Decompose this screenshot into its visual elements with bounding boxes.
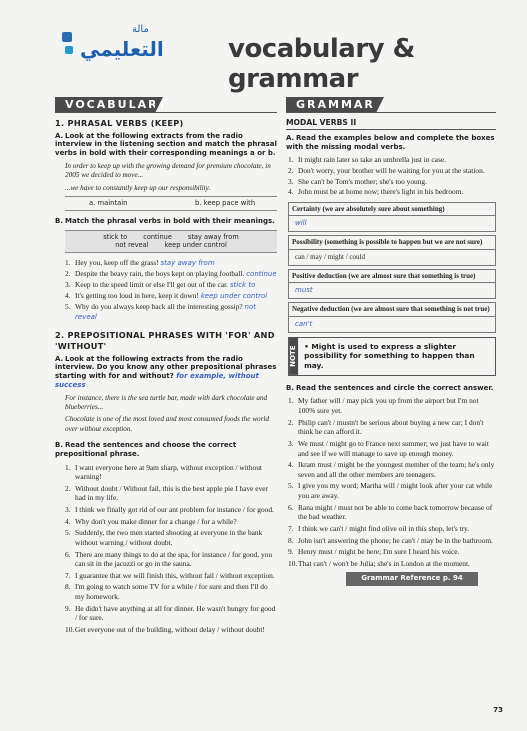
list-item: 5. Suddenly, the two men started shooting at everyone in the bank without warning / without doubt.	[65, 528, 263, 547]
list-item: 3. I think we finally got rid of our ant problem for instance / for good.	[65, 505, 274, 514]
instruction-b: B. Match the phrasal verbs in bold with their meanings.	[55, 216, 275, 225]
list-item: 4. It's getting too loud in here, keep it down! keep under control	[65, 290, 268, 300]
list-item: 10. Get everyone out of the building, without delay / without doubt!	[65, 624, 265, 634]
vocabulary-header: VOCABULARY	[55, 97, 155, 113]
answer-field[interactable]: will	[295, 219, 307, 228]
note-text: • Might is used to express a slighter possibility for something to happen than may.	[304, 341, 475, 371]
list-item: 9. He didn't have anything at all for dinner. He wasn't hungry for good / for sure.	[65, 603, 276, 623]
certainty-box: Certainty (we are absolutely sure about something) will	[288, 202, 496, 232]
options-box	[65, 196, 277, 211]
page-title: vocabulary & grammar	[228, 34, 415, 94]
list-item: 5. Why do you always keep back all the interesting gossip? not reveal	[65, 302, 257, 322]
list-item: 6. There are many things to do at the spa, for instance / for good, you can sit in the jacuzzi or go in the sauna.	[65, 549, 273, 569]
exercise-list	[65, 463, 277, 635]
example-1: For instance, there is the sea turtle bar, made with dark chocolate and blueberries...	[65, 393, 268, 411]
vocabulary-column	[55, 118, 277, 637]
logo-text: التعليمي	[80, 37, 164, 61]
list-item: 3. She can't be Tom's mother; she's too young.	[288, 176, 427, 186]
list-item: 3. We must / might go to France next summer; we just have to wait and see if we will manage to save up enough money.	[288, 438, 489, 458]
list-item: 10. That can't / won't be Julia; she's in London at the moment.	[288, 558, 470, 568]
list-item: 5. I give you my word; Martha will / might look after your cat while you are away.	[288, 481, 493, 501]
instruction-b: B. Read the sentences and circle the correct answer.	[286, 383, 494, 392]
logo-sub: مالة	[132, 24, 149, 35]
possibility-box: Possibility (something is possible to happen but we are not sure) can / may / might / could	[288, 235, 496, 265]
list-item: 2. Philip can't / mustn't be serious about buying a new car; I don't think he can afford it.	[288, 417, 484, 437]
answer-field[interactable]: can / may / might / could	[295, 252, 365, 261]
site-logo	[62, 18, 180, 68]
answer-field[interactable]: must	[295, 286, 313, 295]
exercise-list	[65, 258, 277, 323]
grammar-header: GRAMMAR	[286, 97, 376, 113]
list-item: 2. Despite the heavy rain, the boys kept on playing football. continue	[65, 268, 277, 278]
grammar-reference-link[interactable]: Grammar Reference p. 94	[346, 572, 478, 585]
negative-deduction-box: Negative deduction (we are almost sure that something is not true) can't	[288, 302, 496, 332]
list-item: 8. I'm going to watch some TV for a while / for sure and then I'll do my homework.	[65, 582, 268, 601]
list-item: 2. Don't worry, your brother will be waiting for you at the station.	[288, 165, 485, 175]
answer-field[interactable]: can't	[295, 319, 313, 328]
list-item: 9. Henry must / might be here; I'm sure I heard his voice.	[288, 547, 460, 557]
list-item: 1. It might rain later so take an umbrella just in case.	[288, 155, 446, 165]
instruction-b: B. Read the sentences and choose the correct prepositional phrase.	[55, 441, 237, 458]
list-item: 7. I think we can't / might find olive oil in this shop, let's try.	[288, 523, 470, 533]
list-item: 7. I guarantee that we will finish this, without fail / without exception.	[65, 570, 275, 580]
list-item: 6. Rana might / must not be able to come back tomorrow because of the bad weather.	[288, 502, 493, 522]
note-box	[288, 337, 496, 376]
example-2: ...we have to constantly keep up our responsibility.	[65, 183, 211, 192]
section-title: 1. PHRASAL VERBS (KEEP)	[55, 118, 184, 128]
note-tag: NOTE	[289, 338, 298, 375]
divider	[55, 112, 277, 113]
list-item: 4. Why don't you make dinner for a change / for a while?	[65, 516, 237, 526]
grammar-subtitle: MODAL VERBS II	[286, 118, 496, 130]
example-list	[288, 155, 496, 197]
example-2: Chocolate is one of the most loved and most consumed foods the world over without exception.	[65, 415, 270, 433]
list-item: 1. I want everyone here at 9am sharp, without exception / without warning!	[65, 462, 262, 482]
exercise-list	[288, 396, 496, 568]
list-item: 1. My father will / may pick you up from the airport but I'm not 100% sure yet.	[288, 396, 479, 416]
option-b: b. keep pace with	[195, 198, 256, 207]
word-box: stick to continue stay away from not reveal keep under control	[65, 230, 277, 253]
grammar-column	[286, 118, 496, 586]
instruction-a: A. Read the examples below and complete the boxes with the missing modal verbs.	[286, 133, 495, 151]
list-item: 3. Keep to the speed limit or else I'll get out of the car. stick to	[65, 279, 256, 289]
divider	[286, 112, 496, 113]
list-item: 1. Hey you, keep off the grass! stay away from	[65, 257, 215, 267]
instruction-a: A. Look at the following extracts from the radio interview in the listening section and match the phrasal verbs in bold with their corresponding meanings a or b.	[55, 131, 277, 158]
list-item: 8. John isn't answering the phone; he can't / may be in the bathroom.	[288, 535, 493, 545]
list-item: 2. Without doubt / Without fail, this is the best apple pie I have ever had in my life.	[65, 483, 269, 503]
positive-deduction-box: Positive deduction (we are almost sure that something is true) must	[288, 269, 496, 299]
option-a: a. maintain	[89, 198, 128, 207]
example-1: In order to keep up with the growing demand for premium chocolate, in 2005 we decided to move...	[65, 161, 271, 180]
list-item: 4. Ikram must / might be the youngest member of the team; he's only seven and all the other members are teenagers.	[288, 460, 495, 479]
instruction-a: A. Look at the following extracts from the radio interview. Do you know any other prepositional phrases starting with for and without? for example, without success	[55, 354, 277, 389]
section-title: 2. PREPOSITIONAL PHRASES WITH 'FOR' AND 'WITHOUT'	[55, 330, 275, 351]
list-item: 4. John must be at home now; there's light in his bedroom.	[288, 187, 464, 197]
page-number: 73	[493, 706, 503, 714]
